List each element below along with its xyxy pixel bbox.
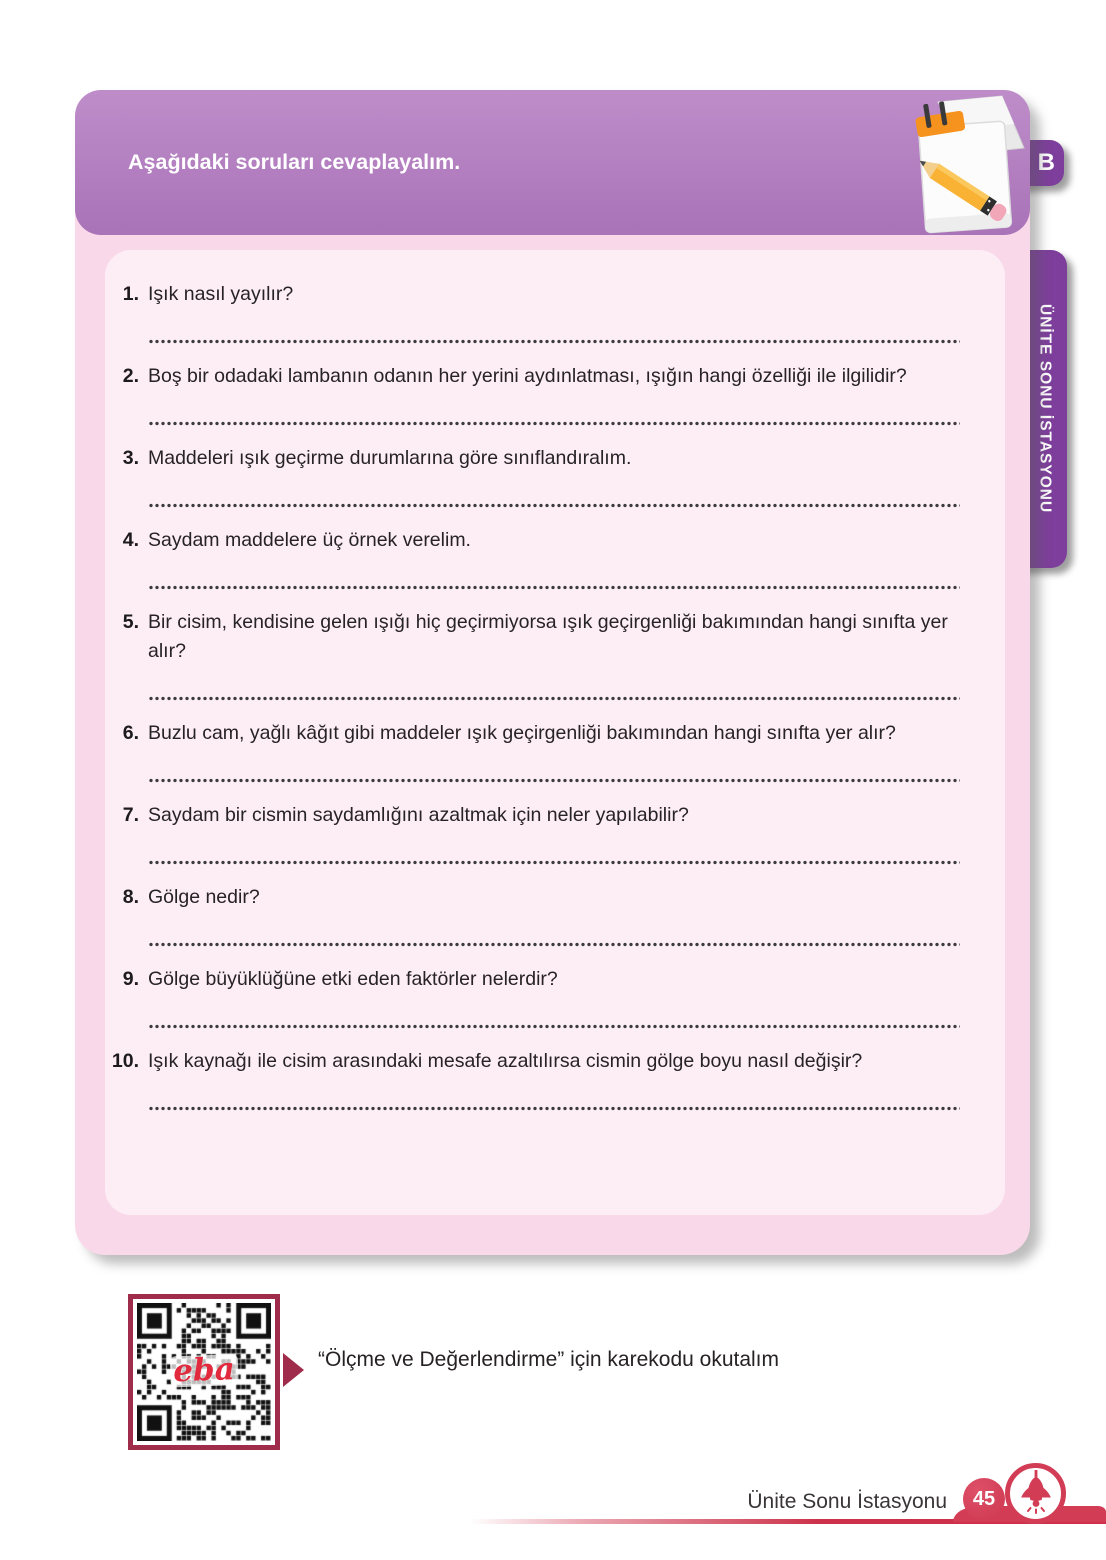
- question-text: Boş bir odadaki lambanın odanın her yerini aydınlatması, ışığın hangi özelliği ile ilgilidir?: [148, 365, 907, 387]
- question-item: [107, 801, 981, 830]
- questions-panel: [75, 90, 1030, 1255]
- question-text: Maddeleri ışık geçirme durumlarına göre sınıflandıralım.: [148, 447, 632, 469]
- question-text: Bir cisim, kendisine gelen ışığı hiç geçirmiyorsa ışık geçirgenliği bakımından hangi sınıfta yer alır?: [148, 611, 948, 662]
- question-item: [107, 719, 981, 748]
- answer-dotted-line: [148, 421, 960, 426]
- question-item: [107, 362, 981, 391]
- answer-dotted-line: [148, 1106, 960, 1111]
- question-number: 3.: [122, 447, 139, 469]
- questions-sheet: [105, 250, 1005, 1215]
- footer-emblem: [1005, 1463, 1066, 1524]
- question-number: 5.: [122, 611, 139, 633]
- lamp-icon: [1016, 1470, 1056, 1518]
- notepad-pencil-image: [902, 94, 1030, 234]
- answer-dotted-line: [148, 778, 960, 783]
- question-item: [107, 444, 981, 473]
- qr-caption: “Ölçme ve Değerlendirme” için karekodu okutalım: [318, 1348, 780, 1371]
- question-text: Gölge büyüklüğüne etki eden faktörler nelerdir?: [148, 968, 558, 990]
- panel-header-title: Aşağıdaki soruları cevaplayalım.: [128, 150, 461, 174]
- question-list: [105, 250, 1005, 1111]
- question-text: Gölge nedir?: [148, 886, 260, 908]
- panel-header: [75, 90, 1030, 235]
- question-number: 7.: [122, 804, 139, 826]
- question-number: 8.: [122, 886, 139, 908]
- question-text: Saydam bir cismin saydamlığını azaltmak için neler yapılabilir?: [148, 804, 689, 826]
- question-number: 6.: [122, 722, 139, 744]
- answer-dotted-line: [148, 942, 960, 947]
- question-item: [107, 280, 981, 309]
- answer-dotted-line: [148, 503, 960, 508]
- eba-logo: eba: [170, 1354, 239, 1387]
- question-item: [107, 965, 981, 994]
- answer-dotted-line: [148, 585, 960, 590]
- question-item: [107, 608, 981, 666]
- question-item: [107, 883, 981, 912]
- question-item: [107, 1047, 981, 1076]
- section-tab-label: B: [1037, 149, 1055, 176]
- unit-end-station-tab-label: ÜNİTE SONU İSTASYONU: [1036, 304, 1054, 514]
- qr-code: [128, 1294, 280, 1450]
- question-number: 4.: [122, 529, 139, 551]
- footer-label: Ünite Sonu İstasyonu: [747, 1490, 947, 1513]
- question-item: [107, 526, 981, 555]
- question-text: Işık kaynağı ile cisim arasındaki mesafe azaltılırsa cismin gölge boyu nasıl değişir?: [148, 1050, 863, 1072]
- question-text: Işık nasıl yayılır?: [148, 283, 294, 305]
- qr-pointer-icon: [283, 1353, 304, 1387]
- answer-dotted-line: [148, 860, 960, 865]
- answer-dotted-line: [148, 339, 960, 344]
- question-text: Buzlu cam, yağlı kâğıt gibi maddeler ışık geçirgenliği bakımından hangi sınıfta yer alır?: [148, 722, 896, 744]
- question-number: 1.: [122, 283, 139, 305]
- question-text: Saydam maddelere üç örnek verelim.: [148, 529, 471, 551]
- answer-dotted-line: [148, 1024, 960, 1029]
- question-number: 2.: [122, 365, 139, 387]
- answer-dotted-line: [148, 696, 960, 701]
- page-number-badge: 45: [963, 1478, 1005, 1520]
- question-number: 9.: [122, 968, 139, 990]
- question-number: 10.: [111, 1050, 139, 1072]
